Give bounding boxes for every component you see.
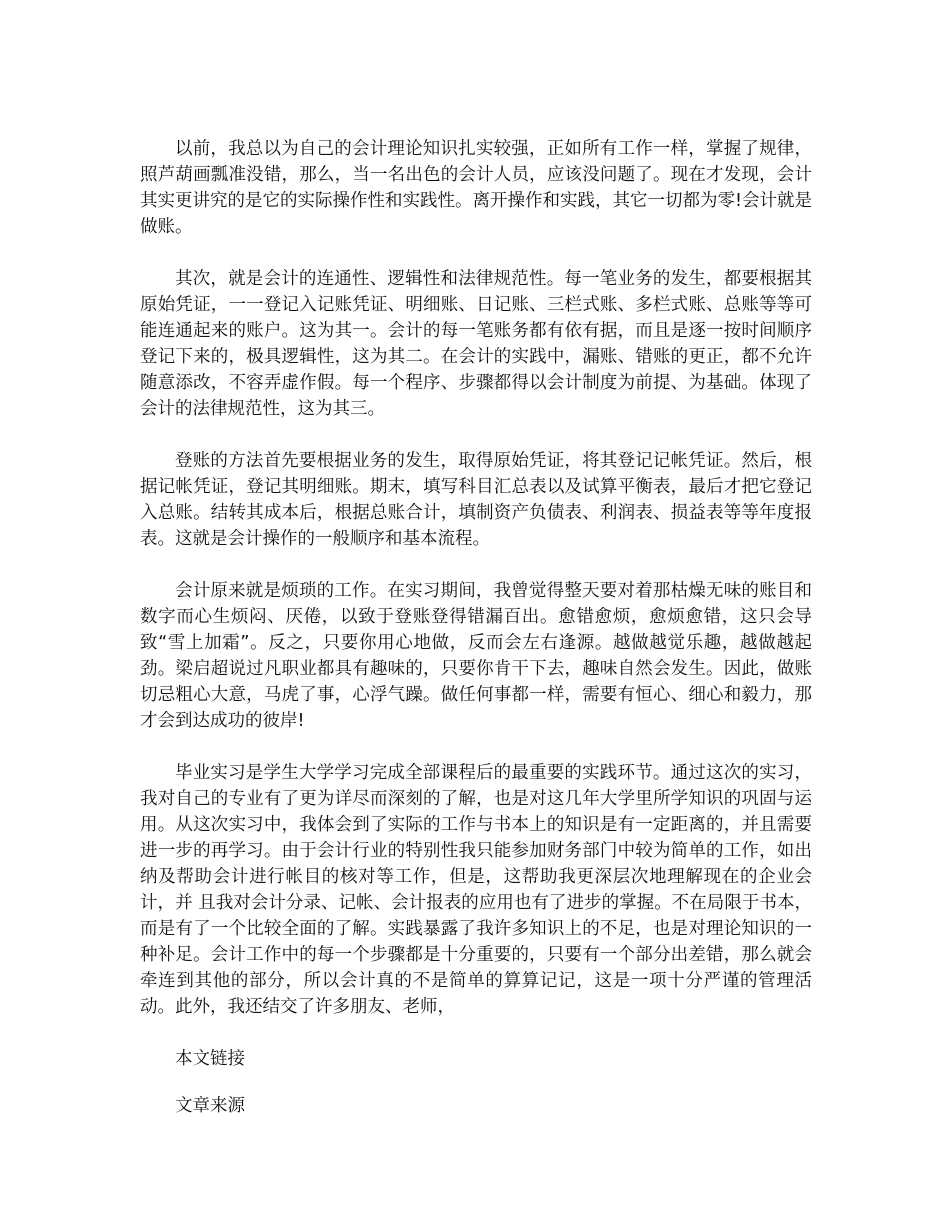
article-source-label: 文章来源 — [175, 1096, 245, 1116]
paragraph-2: 其次，就是会计的连通性、逻辑性和法律规范性。每一笔业务的发生，都要根据其原始凭证，一一登记入记账凭证、明细账、日记账、三栏式账、多栏式账、总账等等可能连通起来的账户。这为其一。会计的每一笔账务都有依有据，而且是逐一按时间顺序登记下来的，极具逻辑性，这为其二。在会计的实践中，漏账、错账的更正，都不允许随意添改，不容弄虚作假。每一个程序、步骤都得以会计制度为前提、为基础。体现了会计的法律规范性，这为其三。 — [140, 269, 812, 419]
document-body — [140, 136, 812, 1140]
article-link-label: 本文链接 — [175, 1049, 245, 1069]
paragraph-1: 以前，我总以为自己的会计理论知识扎实较强，正如所有工作一样，掌握了规律，照芦葫画瓢准没错，那么，当一名出色的会计人员，应该没问题了。现在才发现，会计其实更讲究的是它的实际操作性和实践性。离开操作和实践，其它一切都为零!会计就是做账。 — [140, 139, 813, 237]
paragraph-4: 会计原来就是烦琐的工作。在实习期间，我曾觉得整天要对着那枯燥无味的账目和数字而心生烦闷、厌倦，以致于登账登得错漏百出。愈错愈烦，愈烦愈错，这只会导致“雪上加霜”。反之，只要你用心地做，反而会左右逢源。越做越觉乐趣，越做越起劲。梁启超说过凡职业都具有趣味的，只要你肯干下去，趣味自然会发生。因此，做账切忌粗心大意，马虎了事，心浮气躁。做任何事都一样，需要有恒心、细心和毅力，那才会到达成功的彼岸! — [140, 581, 812, 731]
paragraph-3: 登账的方法首先要根据业务的发生，取得原始凭证，将其登记记帐凭证。然后，根据记帐凭证，登记其明细账。期末，填写科目汇总表以及试算平衡表，最后才把它登记入总账。结转其成本后，根据总账合计，填制资产负债表、利润表、损益表等等年度报表。这就是会计操作的一般顺序和基本流程。 — [140, 451, 812, 549]
paragraph-5: 毕业实习是学生大学学习完成全部课程后的最重要的实践环节。通过这次的实习，我对自己的专业有了更为详尽而深刻的了解，也是对这几年大学里所学知识的巩固与运用。从这次实习中，我体会到了实际的工作与书本上的知识是有一定距离的，并且需要进一步的再学习。由于会计行业的特别性我只能参加财务部门中较为简单的工作，如出纳及帮助会计进行帐目的核对等工作，但是，这帮助我更深层次地理解现在的企业会计，并 且我对会计分录、记帐、会计报表的应用也有了进步的掌握。不在局限于书本，而是有了一个比较全面的了解。实践暴露了我许多知识上的不足，也是对理论知识的一种补足。会计工作中的每一个步骤都是十分重要的，只要有一个部分出差错，那么就会牵连到其他的部分，所以会计真的不是简单的算算记记，这是一项十分严谨的管理活动。此外，我还结交了许多朋友、老师， — [140, 763, 812, 1017]
